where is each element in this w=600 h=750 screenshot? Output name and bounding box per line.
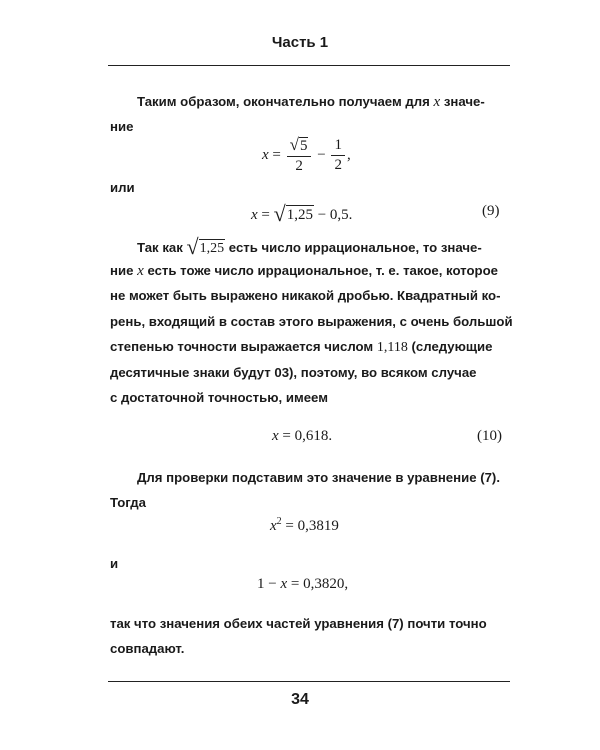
eq10-value: 0,618. <box>294 428 333 444</box>
equation-number-10: (10) <box>477 428 502 444</box>
para2-line2-end: есть тоже число иррациональное, т. е. такое, которое <box>147 263 498 278</box>
eq-a-equals: = <box>272 146 281 163</box>
eq10-lhs: x <box>272 428 279 444</box>
para1-line1-end: значе- <box>443 94 485 109</box>
eq10-equals: = <box>282 428 291 444</box>
equation-10 <box>272 428 332 445</box>
para1-line1-text: Таким образом, окончательно получаем для <box>137 94 430 109</box>
word-and: и <box>110 556 119 571</box>
eq-a-num2: 1 <box>331 137 345 156</box>
eq-a-fraction-2 <box>331 137 345 174</box>
eq-a-tail: , <box>346 146 351 163</box>
para2-line2 <box>110 262 498 280</box>
equation-x-squared <box>270 516 339 535</box>
eq9-tail: − 0,5. <box>317 207 353 223</box>
para2-line1 <box>137 236 482 258</box>
para3-line2: Тогда <box>110 495 146 510</box>
para2-line7: с достаточной точностью, имеем <box>110 390 328 405</box>
para1-line2: ние <box>110 119 134 134</box>
para2-line3: не может быть выражено никакой дробью. Квадратный ко- <box>110 288 501 303</box>
eq-b-value: 0,3819 <box>297 518 339 534</box>
para3-line1: Для проверки подставим это значение в уравнение (7). <box>137 470 500 485</box>
para2-line5-end: (следующие <box>411 339 493 354</box>
page-number: 34 <box>291 691 309 708</box>
para2-line5-start: степенью точности выражается числом <box>110 339 374 354</box>
eq9-equals: = <box>261 207 270 223</box>
para2-line5-number: 1,118 <box>376 340 408 355</box>
para2-line1-start: Так как <box>137 240 183 255</box>
eq-c-minus: − <box>268 576 277 592</box>
equation-number-9: (9) <box>482 203 500 219</box>
para1-var-x: x <box>433 94 441 110</box>
para2-line1-end: есть число иррациональное, то значе- <box>228 240 482 255</box>
para2-line6: десятичные знаки будут 03), поэтому, во всяком случае <box>110 365 477 380</box>
header-rule <box>108 65 510 66</box>
eq-b-equals: = <box>285 518 294 534</box>
eq-a-fraction-1: $\frac{√5}{2}$ <box>287 136 312 175</box>
eq-a-lhs: x <box>262 146 269 163</box>
para4-line1: так что значения обеих частей уравнения (7) почти точно <box>110 616 487 631</box>
eq-a-sqrt-radicand: 5 <box>299 138 308 154</box>
eq9-lhs: x <box>251 207 258 223</box>
running-header-title: Часть 1 <box>271 34 329 51</box>
eq-c-one: 1 <box>257 576 265 592</box>
eq-a-minus: − <box>317 146 326 163</box>
para2-line5 <box>110 338 492 357</box>
footer-rule <box>108 681 510 682</box>
para2-radicand: 1,25 <box>199 241 225 256</box>
para2-var-x: x <box>137 263 144 279</box>
eq-b-exponent: 2 <box>276 516 282 527</box>
para1-line1 <box>137 93 485 111</box>
eq9-radicand: 1,25 <box>286 207 313 223</box>
para2-line4: рень, входящий в состав этого выражения, с очень большой <box>110 314 513 329</box>
para2-sqrt: √1,25 <box>186 234 225 259</box>
para4-line2: совпадают. <box>110 641 185 656</box>
word-or: или <box>110 180 135 195</box>
eq-b-lhs: x <box>270 518 277 534</box>
equation-x-golden <box>262 136 351 175</box>
equation-9: x = √1,25 − 0,5. <box>251 201 353 226</box>
eq-a-den1: 2 <box>295 158 303 174</box>
eq-c-equals: = <box>290 576 300 592</box>
para2-line2-start: ние <box>110 263 134 278</box>
eq-a-den2: 2 <box>334 157 342 173</box>
eq-c-value: 0,3820, <box>303 576 349 592</box>
eq-c-var: x <box>280 576 288 592</box>
equation-one-minus-x <box>257 576 348 593</box>
